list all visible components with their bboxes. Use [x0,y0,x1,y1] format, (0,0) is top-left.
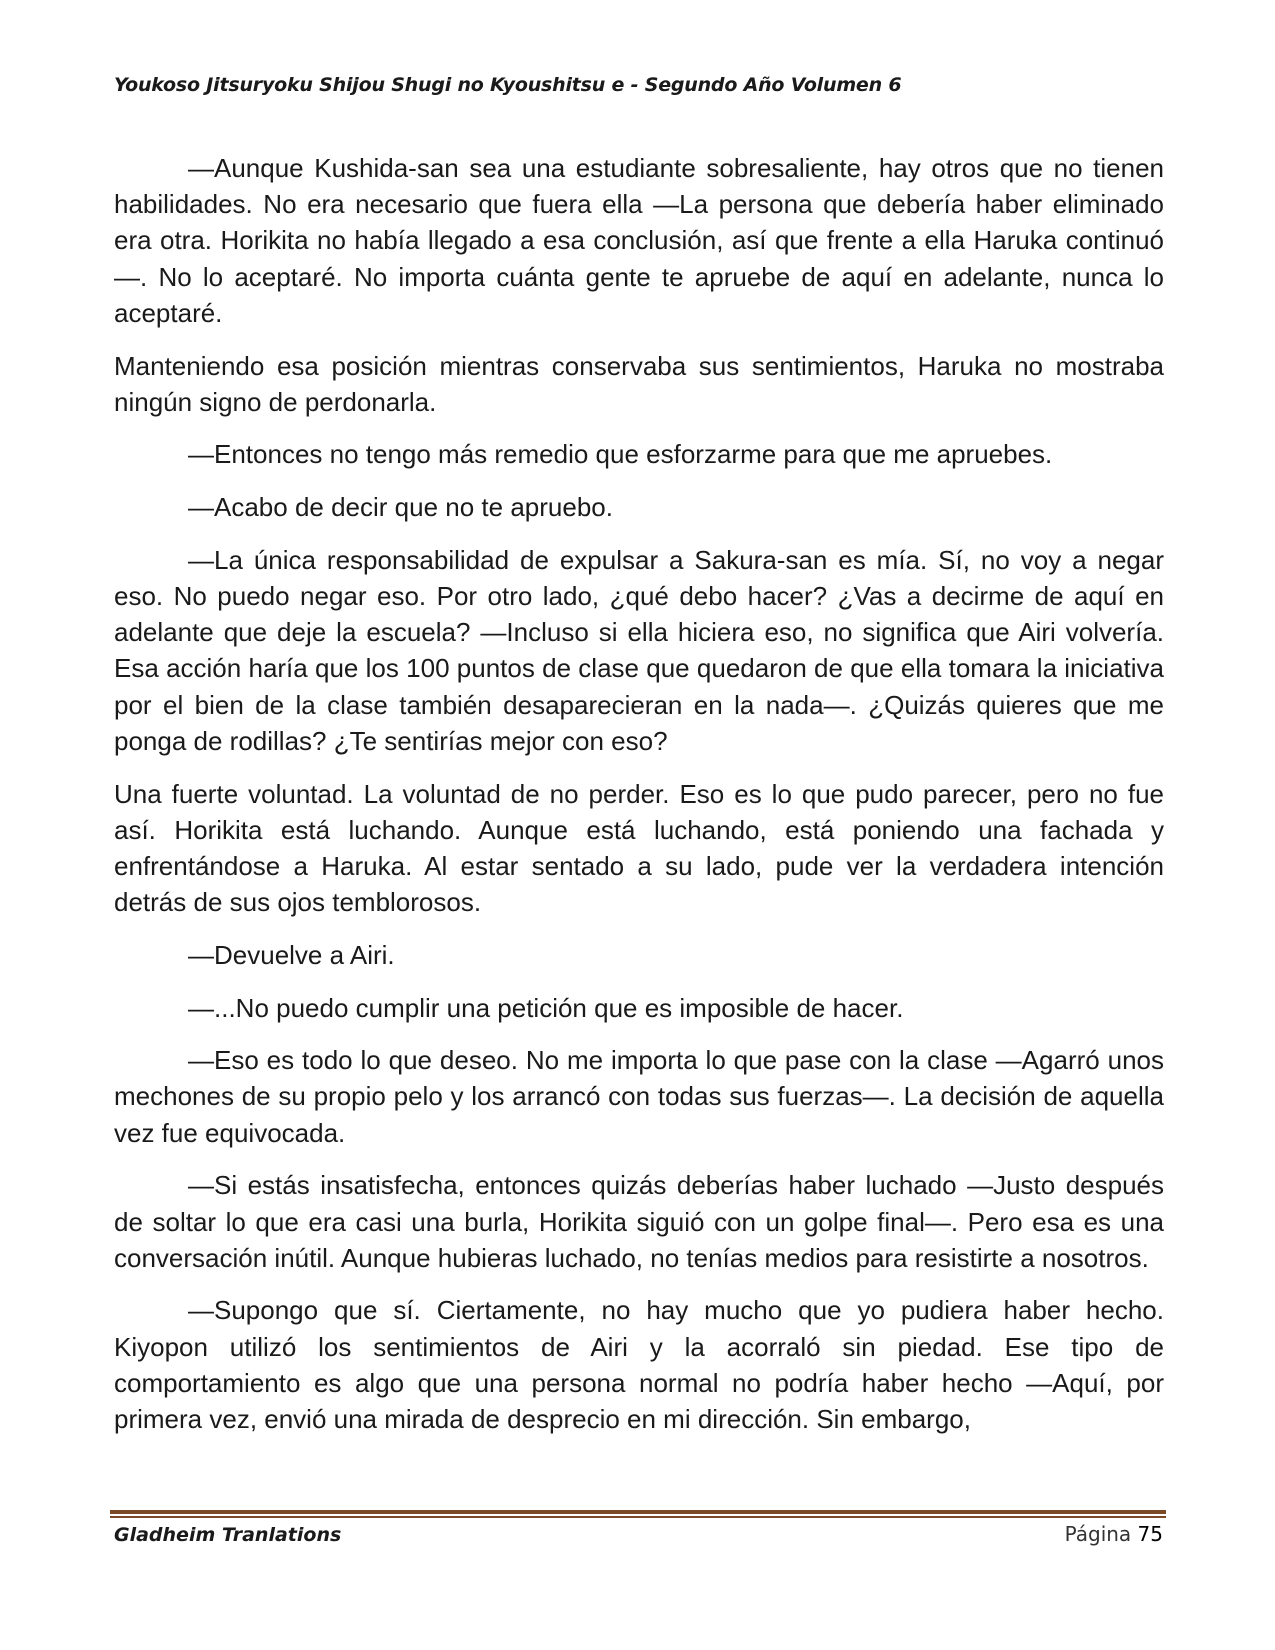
page-number: 75 [1137,1522,1163,1546]
paragraph: —Devuelve a Airi. [188,939,395,970]
running-header: Youkoso Jitsuryoku Shijou Shugi no Kyoushitsu e - Segundo Año Volumen 6 [114,74,902,96]
paragraph: —Eso es todo lo que deseo. No me importa lo que pase con la clase —Agarró unos mechones de su propio pelo y los arrancó con todas sus fuerzas—. La decisión de aquella vez fue equivocada. [114,1045,1164,1148]
footer-credit: Gladheim Tranlations [114,1524,342,1546]
paragraph: —La única responsabilidad de expulsar a Sakura-san es mía. Sí, no voy a negar eso. No puedo negar eso. Por otro lado, ¿qué debo hacer? ¿Vas a decirme de aquí en adelante que deje la escuela? —Incluso si ella hiciera eso, no significa que Airi volvería. Esa acción haría que los 100 puntos de clase que quedaron de que ella tomara la iniciativa por el bien de la clase también desaparecieran en la nada—. ¿Quizás quieres que me ponga de rodillas? ¿Te sentirías mejor con eso? [114,544,1164,756]
paragraph: —...No puedo cumplir una petición que es imposible de hacer. [188,992,904,1023]
paragraph: Manteniendo esa posición mientras conservaba sus sentimientos, Haruka no mostraba ningún signo de perdonarla. [114,350,1164,417]
paragraph: Una fuerte voluntad. La voluntad de no perder. Eso es lo que pudo parecer, pero no fue así. Horikita está luchando. Aunque está luchando, está poniendo una fachada y enfrentándose a Haruka. Al estar sentado a su lado, pude ver la verdadera intención detrás de sus ojos temblorosos. [114,778,1164,918]
body-text [114,150,1164,1454]
page-number-label [1065,1522,1163,1546]
paragraph: —Acabo de decir que no te apruebo. [188,492,613,523]
footer-rule [110,1510,1166,1518]
paragraph: —Si estás insatisfecha, entonces quizás deberías haber luchado —Justo después de soltar lo que era casi una burla, Horikita siguió con un golpe final—. Pero esa es una conversación inútil. Aunque hubieras luchado, no tenías medios para resistirte a nosotros. [114,1170,1164,1273]
paragraph: —Entonces no tengo más remedio que esforzarme para que me apruebes. [188,439,1053,470]
paragraph: —Supongo que sí. Ciertamente, no hay mucho que yo pudiera haber hecho. Kiyopon utilizó los sentimientos de Airi y la acorraló sin piedad. Ese tipo de comportamiento es algo que una persona normal no podría haber hecho —Aquí, por primera vez, envió una mirada de desprecio en mi dirección. Sin embargo, [114,1295,1164,1435]
page-label: Página [1064,1522,1132,1546]
paragraph: —Aunque Kushida-san sea una estudiante sobresaliente, hay otros que no tienen habilidades. No era necesario que fuera ella —La persona que debería haber eliminado era otra. Horikita no había llegado a esa conclusión, así que frente a ella Haruka continuó—. No lo aceptaré. No importa cuánta gente te apruebe de aquí en adelante, nunca lo aceptaré. [114,153,1164,328]
